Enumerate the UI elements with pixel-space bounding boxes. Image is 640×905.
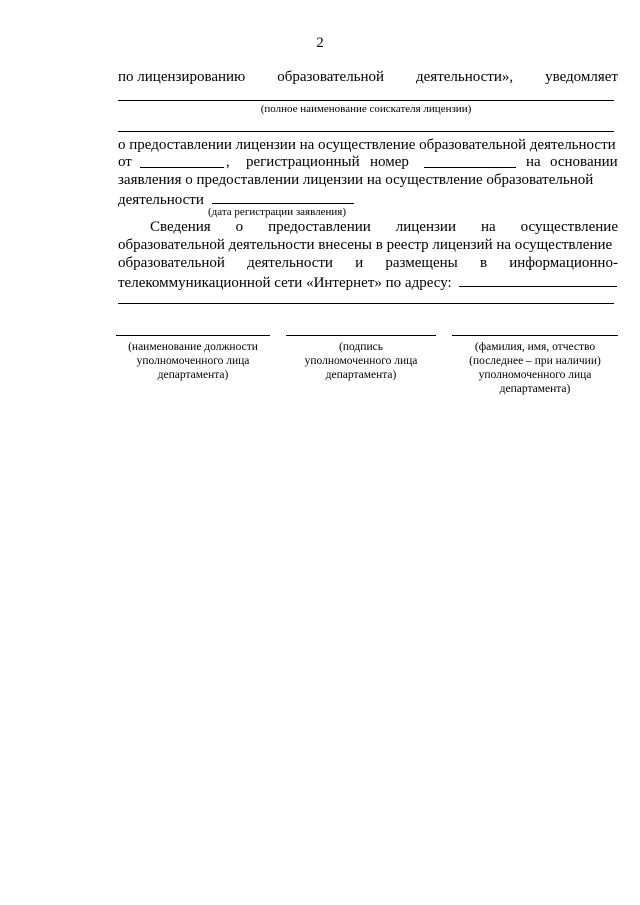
text-line-p2-3 bbox=[118, 254, 618, 272]
word: уведомляет bbox=[545, 69, 618, 85]
word: на bbox=[526, 154, 541, 170]
caption-line: уполномоченного лица bbox=[478, 369, 592, 381]
page-number: 2 bbox=[316, 35, 324, 51]
number-blank bbox=[424, 153, 516, 168]
word: образовательной bbox=[277, 69, 385, 85]
word: образовательной bbox=[118, 255, 225, 271]
caption-line: уполномоченного лица bbox=[304, 355, 418, 367]
date-blank bbox=[140, 153, 224, 168]
word: Сведения bbox=[150, 219, 211, 235]
text-line-p2-2: образовательной деятельности внесены в реестр лицензий на осуществление bbox=[118, 237, 613, 253]
word: основании bbox=[550, 154, 618, 170]
caption-applicant: (полное наименование соискателя лицензии) bbox=[260, 103, 472, 115]
word: деятельности», bbox=[416, 69, 514, 85]
word: лицензии bbox=[395, 219, 456, 235]
word: регистрационный bbox=[246, 154, 360, 170]
caption-name bbox=[446, 340, 624, 396]
word: телекоммуникационной сети «Интернет» по адресу: bbox=[118, 275, 452, 291]
registration-date-blank bbox=[212, 189, 354, 204]
text-line-1 bbox=[118, 68, 618, 86]
word: деятельности bbox=[247, 255, 333, 271]
caption-date: (дата регистрации заявления) bbox=[208, 206, 347, 218]
text-line-p2-1 bbox=[150, 218, 618, 236]
applicant-name-rule bbox=[118, 100, 614, 101]
text-line-p2-4 bbox=[118, 272, 617, 292]
word: размещены bbox=[385, 255, 458, 271]
word: от bbox=[118, 154, 132, 170]
word: на bbox=[480, 219, 496, 235]
caption-line: департамента) bbox=[325, 369, 397, 381]
word: информационно- bbox=[509, 255, 618, 271]
word: в bbox=[479, 255, 488, 271]
signature-sign-rule bbox=[286, 335, 436, 336]
applicant-name-rule-2 bbox=[118, 131, 614, 132]
caption-line: (последнее – при наличии) bbox=[469, 355, 601, 367]
caption-position bbox=[110, 340, 276, 382]
caption-line: департамента) bbox=[499, 383, 571, 395]
text-line-statement: заявления о предоставлении лицензии на осуществление образовательной bbox=[118, 172, 594, 188]
caption-line: уполномоченного лица bbox=[136, 355, 250, 367]
word: осуществление bbox=[520, 219, 618, 235]
word: деятельности bbox=[118, 192, 204, 208]
address-blank bbox=[459, 272, 617, 287]
word: , bbox=[226, 154, 230, 170]
word: предоставлении bbox=[268, 219, 371, 235]
text-line-provision: о предоставлении лицензии на осуществление образовательной деятельности bbox=[118, 137, 616, 153]
caption-line: (фамилия, имя, отчество bbox=[474, 341, 596, 353]
name-sign-rule bbox=[452, 335, 618, 336]
word: номер bbox=[370, 154, 409, 170]
position-sign-rule bbox=[116, 335, 270, 336]
caption-line: (наименование должности bbox=[128, 341, 258, 353]
caption-line: (подпись bbox=[339, 341, 383, 353]
word: по лицензированию bbox=[118, 69, 246, 85]
caption-signature bbox=[280, 340, 442, 382]
address-rule bbox=[118, 303, 614, 304]
caption-line: департамента) bbox=[157, 369, 229, 381]
word: о bbox=[235, 219, 244, 235]
word: и bbox=[355, 255, 364, 271]
